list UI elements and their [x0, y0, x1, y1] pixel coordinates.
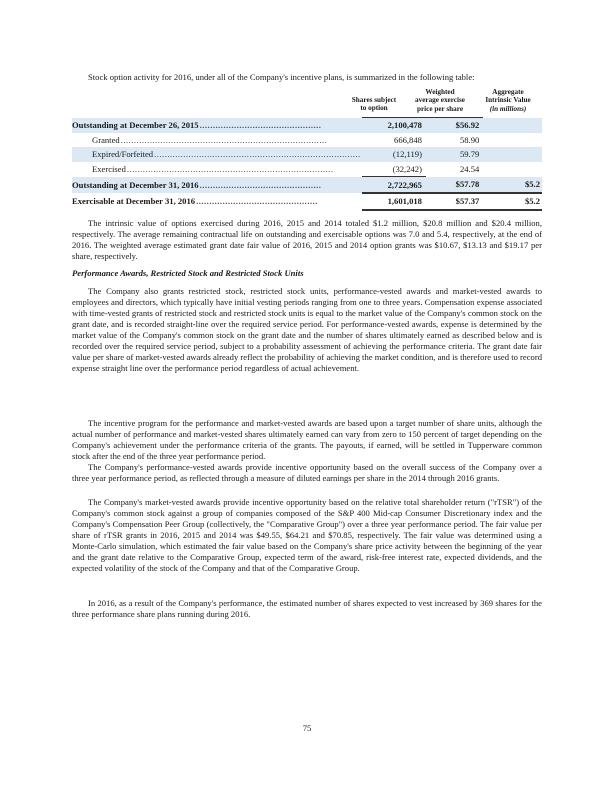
header-price-line1: Weighted [425, 88, 455, 96]
paragraph-performance-vested: The Company's performance-vested awards provide incentive opportunity based on the overall success of the Company over a three year performance period, as reflected through a measure of diluted earnings per share in the 2014 through 2016 grants. [72, 462, 542, 484]
table-row: Expired/Forfeited.............................................................................. (12,119) 59.79 [72, 147, 542, 162]
header-shares-line1: Shares subject [351, 96, 397, 104]
header-price [408, 88, 472, 113]
intrinsic-value [483, 118, 542, 133]
intro-sentence: Stock option activity for 2016, under all of the Company's incentive plans, is summarized in the following table: [88, 72, 475, 82]
table-row: Exercised.............................................................................. (32,242) 24.54 [72, 162, 542, 177]
header-intrinsic [474, 88, 542, 113]
intrinsic-value [483, 133, 542, 148]
header-intrinsic-unit: (in millions) [489, 104, 527, 113]
row-label: Exercised [92, 164, 126, 175]
paragraph-intrinsic-value: The intrinsic value of options exercised during 2016, 2015 and 2014 totaled $1.2 million, $20.8 million and $20.4 million, respectively. The average remaining contractual life on outstanding and exercisable options was 7.0 and 5.4, respectively, at the end of 2016. The weighted average estimated grant date fair value of 2016, 2015 and 2014 option grants was $10.67, $13.13 and $19.17 per share, respectively. [72, 218, 542, 262]
shares-value: 1,601,018 [362, 193, 426, 210]
paragraph-shares-expected: In 2016, as a result of the Company's performance, the estimated number of shares expected to vest increased by 369 shares for the three performance share plans running during 2016. [72, 598, 542, 620]
header-shares [340, 96, 408, 113]
paragraph-restricted-stock: The Company also grants restricted stock, restricted stock units, performance-vested awards and market-vested awards to employees and directors, which typically have initial vesting periods ranging from one to three years. Compensation expense associated with time-vested grants of restricted stock and restricted stock units is equal to the market value of the Company's common stock on the grant date, and is recorded straight-line over the required service period. For performance-vested awards, expense is determined by the market value of the Company's common stock on the grant date and the number of shares ultimately earned as described below and is recorded over the required service period, subject to a probability assessment of achieving the performance criteria. The grant date fair value per share of market-vested awards already reflect the probability of achieving the market condition, and is therefore used to record expense straight line over the performance period regardless of actual achievement. [72, 286, 542, 374]
row-label: Granted [92, 134, 120, 145]
row-label: Expired/Forfeited [92, 149, 154, 160]
price-value: $57.78 [426, 177, 483, 193]
intrinsic-value: $5.2 [483, 193, 542, 210]
intrinsic-value [483, 147, 542, 162]
header-shares-line2: to option [360, 104, 388, 113]
header-intrinsic-line1: Aggregate [492, 88, 524, 96]
table-row: Outstanding at December 26, 2015.............................................. 2,100,478 $56.92 [72, 118, 542, 133]
header-price-line2: average exercise [415, 96, 465, 105]
page-number: 75 [302, 723, 312, 733]
price-value: $57.37 [426, 193, 483, 210]
paragraph-market-vested: The Company's market-vested awards provide incentive opportunity based on the relative total shareholder return ("rTSR") of the Company's common stock against a group of companies composed of the S&P 400 Mid-cap Consumer Discretionary index and the Company's Compensation Peer Group (collectively, the "Comparative Group") over a three year performance period. The fair value per share of rTSR grants in 2016, 2015 and 2014 was $49.55, $64.21 and $70.85, respectively. The fair value was determined using a Monte-Carlo simulation, which estimated the fair value based on the Company's share price activity between the beginning of the year and the grant date relative to the Comparative Group, expected term of the award, risk-free interest rate, expected dividends, and the expected volatility of the stock of the Company and that of the Comparative Group. [72, 497, 542, 574]
header-intrinsic-line2: Intrinsic Value [485, 96, 531, 105]
intrinsic-value: $5.2 [483, 177, 542, 193]
table-row: Outstanding at December 31, 2016.............................................. 2,722,965 $57.78 $5.2 [72, 177, 542, 193]
header-price-line3: price per share [416, 104, 464, 113]
stock-option-table [72, 117, 542, 211]
shares-value: 2,100,478 [362, 118, 426, 133]
paragraph-incentive-program: The incentive program for the performance and market-vested awards are based upon a target number of share units, although the actual number of performance and market-vested shares ultimately earned can vary from zero to 150 percent of target depending on the Company's achievement under the performance criteria of the grants. The payouts, if earned, will be settled in Tupperware common stock after the end of the three year performance period. [72, 418, 542, 462]
row-label: Outstanding at December 31, 2016 [72, 179, 199, 190]
shares-value: (32,242) [362, 162, 426, 177]
table-row: Exercisable at December 31, 2016.............................................. 1,601,018 $57.37 $5.2 [72, 193, 542, 210]
shares-value: 2,722,965 [362, 177, 426, 193]
shares-value: 666,848 [394, 134, 422, 145]
price-value: 59.79 [426, 147, 483, 162]
price-value: $56.92 [426, 118, 483, 133]
intrinsic-value [483, 162, 542, 177]
section-heading: Performance Awards, Restricted Stock and Restricted Stock Units [72, 268, 304, 278]
shares-value: (12,119) [362, 147, 426, 162]
table-row: Granted.............................................................................. 666,848 58.90 [72, 133, 542, 148]
row-label: Exercisable at December 31, 2016 [72, 196, 196, 207]
price-value: 24.54 [459, 164, 480, 175]
price-value: 58.90 [459, 134, 480, 145]
row-label: Outstanding at December 26, 2015 [72, 120, 199, 131]
